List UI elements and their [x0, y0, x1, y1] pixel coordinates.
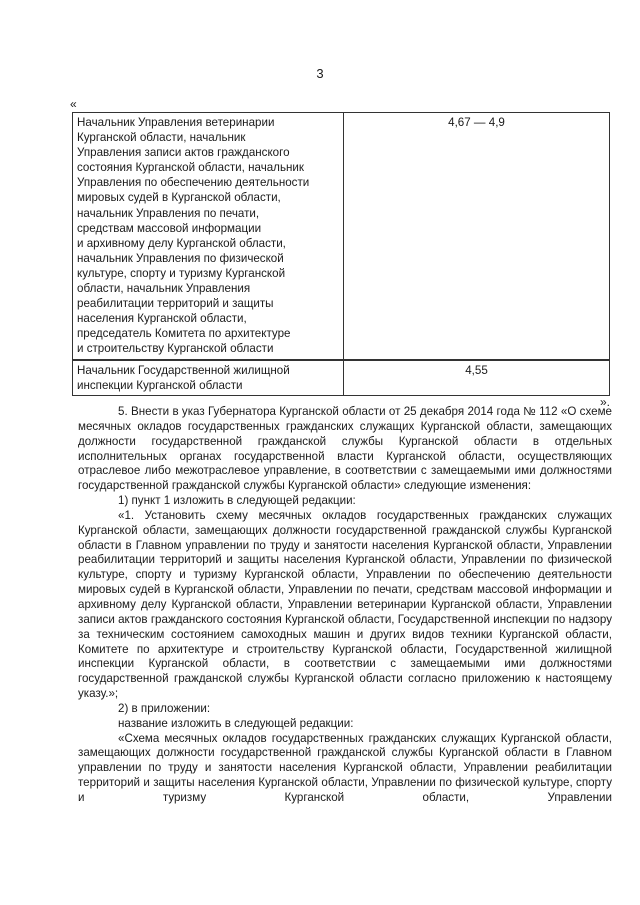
paragraph-subitem-2: 2) в приложении: [118, 701, 211, 715]
coefficient-cell: 4,67 — 4,9 [344, 113, 610, 360]
table-row [73, 360, 610, 396]
paragraph-subitem-1: 1) пункт 1 изложить в следующей редакции: [118, 494, 356, 508]
position-cell: Начальник Управления ветеринарии Курганской области, начальник Управления записи актов гражданского состояния Курганской области, начальник Управления по обеспечению деятельности мировых судей в Курганской области, начальник Управления по печати, средствам массовой информации и архивному делу Курганской области, начальник Управления по физической культуре, спорту и туризму Курганской области, начальник Управления реабилитации территорий и защиты населения Курганской области, председатель Комитета по архитектуре и строительству Курганской области [73, 113, 344, 360]
coefficient-cell: 4,55 [344, 360, 610, 396]
position-cell: Начальник Государственной жилищной инспекции Курганской области [73, 360, 344, 396]
table-close-quote: ». [599, 395, 610, 409]
table-open-quote: « [70, 97, 77, 111]
table-row [73, 113, 610, 360]
document-body [78, 405, 612, 806]
paragraph-new-title: «Схема месячных окладов государственных гражданских служащих Курганской области, замещающих должности государственной гражданской службы Курганской области в Главном управлении по труду и занятости населения Курганской области, Управлении реабилитации территорий и защиты населения Курганской области, Управлении по физической культуре, спорту и туризму Курганской области, Управлении [78, 731, 612, 804]
paragraph-item-5: 5. Внести в указ Губернатора Курганской области от 25 декабря 2014 года № 112 «О схеме месячных окладов государственных гражданских служащих Курганской области, замещающих должности государственной гражданской службы Курганской области в отдельных исполнительных органах государственной власти Курганской области, осуществляющих отраслевое либо межотраслевое управление, в соответствии с замещаемыми ими должностями государственной гражданской службы Курганской области» следующие изменения: [78, 405, 612, 493]
page-number: 3 [316, 66, 324, 81]
salary-coefficient-table [72, 112, 610, 396]
paragraph-new-clause-1: «1. Установить схему месячных окладов государственных гражданских служащих Курганской области, замещающих должности государственной гражданской службы Курганской области в Главном управлении по труду и занятости населения Курганской области, Управлении реабилитации территорий и защиты населения Курганской области, Управлении по физической культуре, спорту и туризму Курганской области, Управлении по обеспечению деятельности мировых судей в Курганской области, Управлении по печати, средствам массовой информации и архивному делу Курганской области, Управлении ветеринарии Курганской области, Управлении записи актов гражданского состояния Курганской области, Государственной инспекции по надзору за техническим состоянием самоходных машин и других видов техники Курганской области, Комитете по архитектуре и строительству Курганской области, Государственной жилищной инспекции Курганской области, в соответствии с замещаемыми ими должностями государственной гражданской службы Курганской области согласно приложению к настоящему указу.»; [78, 508, 612, 701]
paragraph-title-change: название изложить в следующей редакции: [118, 716, 354, 730]
